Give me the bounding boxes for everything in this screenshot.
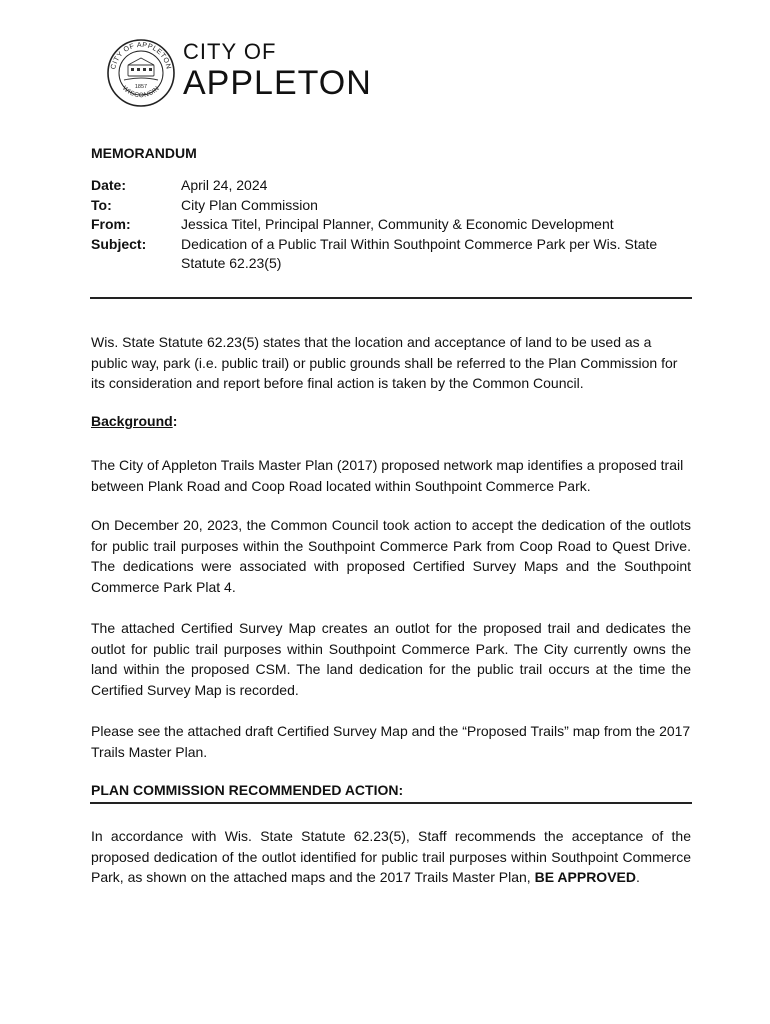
- field-label: From:: [91, 216, 131, 232]
- field-value: Jessica Titel, Principal Planner, Community & Economic Development: [181, 216, 614, 232]
- attachments-paragraph: Please see the attached draft Certified Survey Map and the “Proposed Trails” map from the 2017 Trails Master Plan.: [91, 723, 691, 760]
- recommendation-text: In accordance with Wis. State Statute 62.23(5), Staff recommends the acceptance of the proposed dedication of the outlot identified for public trail purposes within Southpoint Commerce Park, as shown on the attached maps and the 2017 Trails Master Plan,: [91, 828, 691, 885]
- city-of-label: CITY OF: [183, 39, 277, 64]
- background-heading-colon: :: [172, 413, 178, 429]
- field-value: Dedication of a Public Trail Within Southpoint Commerce Park per Wis. State Statute 62.23(5): [181, 235, 658, 271]
- svg-text:1857: 1857: [134, 84, 148, 90]
- city-name: APPLETON: [183, 64, 372, 102]
- memo-header-fields: [91, 176, 691, 274]
- field-label: Date:: [91, 177, 127, 193]
- field-value: April 24, 2024: [181, 177, 268, 193]
- field-label: Subject:: [91, 235, 147, 252]
- svg-text:WISCONSIN: WISCONSIN: [120, 84, 162, 100]
- recommendation-paragraph: [91, 826, 691, 888]
- intro-paragraph: Wis. State Statute 62.23(5) states that the location and acceptance of land to be used as a public way, park (i.e. public trail) or public grounds shall be referred to the Plan Commission for its consideration and report before final action is taken by the Common Council.: [91, 334, 678, 391]
- background-heading-text: Background: [91, 413, 173, 429]
- memo-field-subject: [91, 235, 691, 274]
- field-value: City Plan Commission: [181, 196, 318, 213]
- action-divider: [90, 802, 692, 804]
- memo-field-to: [91, 196, 691, 216]
- header-divider: [90, 297, 692, 299]
- memo-title: MEMORANDUM: [91, 145, 197, 161]
- december-action-paragraph: On December 20, 2023, the Common Council took action to accept the dedication of the outlots for public trail purposes within the Southpoint Commerce Park from Coop Road to Quest Drive. The dedications were associated with proposed Certified Survey Maps and the Southpoint Commerce Park Plat 4.: [91, 517, 691, 595]
- field-label: To:: [91, 196, 112, 213]
- letterhead-brand: [183, 40, 372, 102]
- city-seal-icon: [106, 38, 176, 108]
- background-heading: [91, 413, 177, 429]
- memo-field-from: [91, 215, 691, 235]
- csm-paragraph: The attached Certified Survey Map creates an outlot for the proposed trail and dedicates the outlot for public trail purposes within Southpoint Commerce Park. The City currently owns the land within the proposed CSM. The land dedication for the public trail occurs at the time the Certified Survey Map is recorded.: [91, 620, 691, 698]
- trails-plan-paragraph: The City of Appleton Trails Master Plan (2017) proposed network map identifies a proposed trail between Plank Road and Coop Road located within Southpoint Commerce Park.: [91, 457, 684, 494]
- recommendation-approved: BE APPROVED: [534, 869, 636, 885]
- recommendation-period: .: [635, 869, 640, 885]
- svg-text:CITY OF APPLETON: CITY OF APPLETON: [110, 41, 172, 71]
- recommended-action-heading: PLAN COMMISSION RECOMMENDED ACTION:: [91, 782, 404, 798]
- memo-field-date: [91, 176, 691, 196]
